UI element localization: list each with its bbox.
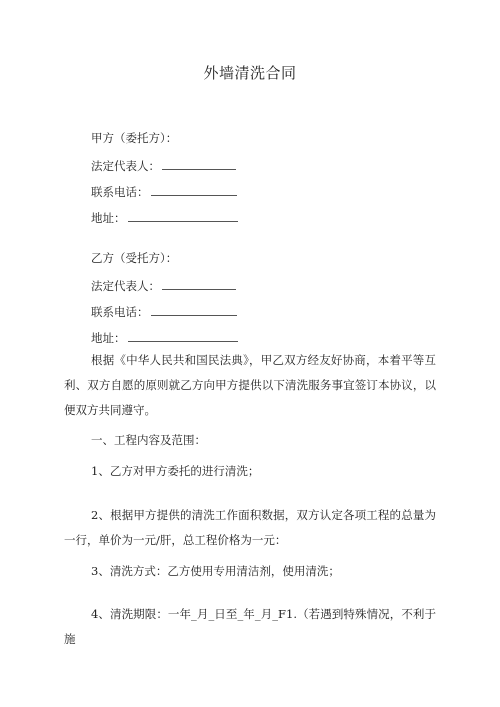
party-a-rep-label: 法定代表人： [91,159,160,173]
clause-item-2: 2、根据甲方提供的清洗工作面积数据，双方认定各项工程的总量为一行，单价为一元/肝，总工程价格为一元： [64,508,436,547]
party-a-phone-row [91,184,237,200]
party-a-address-label: 地址： [91,211,126,225]
clause-item-4: 4、清洗期限：一年_月_日至_年_月_F1.（若遇到特殊情况，不利于施 [64,607,436,646]
party-a-phone-field[interactable] [151,184,237,196]
party-a-address-row [91,210,238,226]
clause-item-3: 3、清洗方式：乙方使用专用清洁剂，使用清洗； [91,564,340,578]
party-b-heading: 乙方（受托方）： [91,251,178,265]
party-a-phone-label: 联系电话： [91,185,149,199]
clause-item-1: 1、乙方对甲方委托的进行清洗； [91,464,260,478]
party-b-rep-row [91,278,236,294]
party-a-rep-row [91,158,236,174]
party-b-rep-field[interactable] [162,278,236,290]
party-b-address-row [91,330,238,346]
party-a-rep-field[interactable] [162,158,236,170]
party-b-phone-row [91,304,237,320]
section-1-heading: 一、工程内容及范围： [91,433,206,447]
party-b-phone-label: 联系电话： [91,305,149,319]
party-b-address-field[interactable] [128,330,238,342]
party-b-phone-field[interactable] [151,304,237,316]
party-a-heading: 甲方（委托方）： [91,131,178,145]
document-title: 外墙清洗合同 [203,64,297,82]
intro-paragraph: 根据《中华人民共和国民法典》，甲乙双方经友好协商，本着平等互利、双方自愿的原则就乙方向甲方提供以下清洗服务事宜签订本协议，以便双方共同遵守。 [64,353,436,417]
party-a-address-field[interactable] [128,210,238,222]
party-b-address-label: 地址： [91,331,126,345]
party-b-rep-label: 法定代表人： [91,279,160,293]
